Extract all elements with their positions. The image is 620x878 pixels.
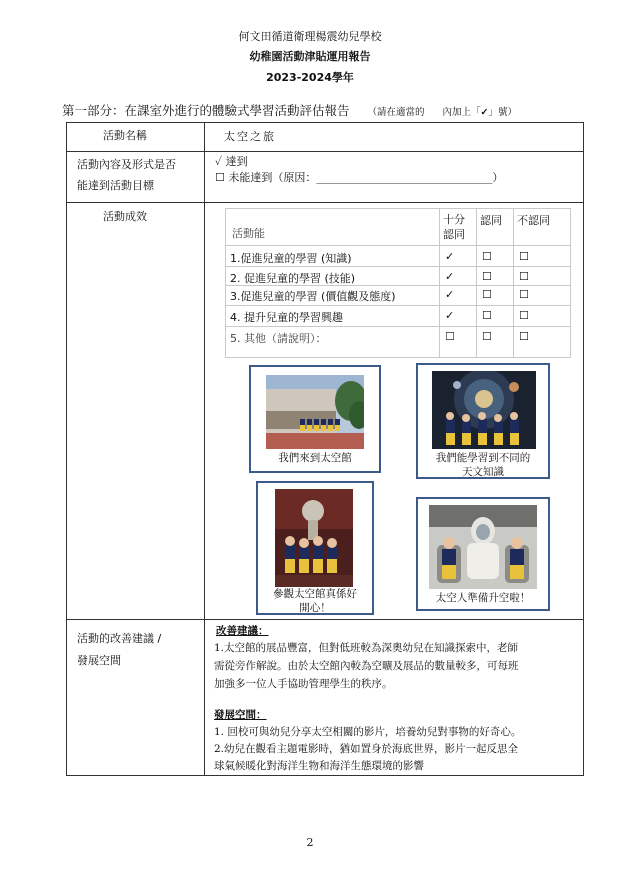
checkbox-icon: ☐ <box>482 330 492 343</box>
suggestion-line: 1.太空館的展品豐富，但對低班較為深奧幼兒在知識探索中，老師 <box>214 642 519 654</box>
check-mark-icon: ✓ <box>445 288 455 301</box>
goal-not-achieved-text: 未能達到（原因：________________________________） <box>228 171 504 184</box>
photo-caption <box>418 451 548 479</box>
suggestion-heading: 改善建議： <box>216 625 269 637</box>
page-number: 2 <box>306 836 314 849</box>
suggestion-line: 加強多一位人手協助管理學生的秩序。 <box>214 678 393 690</box>
checkbox-icon: ☐ <box>482 288 492 301</box>
photo-card <box>416 363 550 479</box>
row-divider <box>67 619 583 620</box>
instruction-check-mark: ✓ <box>480 107 489 118</box>
activity-name-value: 太空之旅 <box>224 130 276 143</box>
photo-caption <box>258 587 372 615</box>
eval-item-label: 2. 促進兒童的學習 (技能) <box>230 272 356 285</box>
section-heading <box>62 101 517 119</box>
activity-name-label: 活動名稱 <box>103 129 147 142</box>
row-divider <box>67 151 583 152</box>
development-line: 球氣候暖化對海洋生物和海洋生態環境的影響 <box>214 760 424 772</box>
checkbox-icon: ☐ <box>519 270 529 283</box>
eval-item-label: 4. 提升兒童的學習興趣 <box>230 311 343 324</box>
checkbox-icon: ☐ <box>482 270 492 283</box>
eval-header-col1-line2: 認同 <box>443 228 465 241</box>
instruction-prefix: （請在適當的 <box>367 107 425 118</box>
development-heading: 發展空間： <box>214 709 267 721</box>
photo-caption-line2: 開心！ <box>299 602 331 614</box>
eval-row-divider <box>226 305 570 306</box>
photo-caption: 太空人準備升空啦！ <box>435 592 531 604</box>
photo-space-museum-exterior <box>266 375 364 449</box>
eval-col-divider <box>513 209 514 357</box>
row-divider <box>67 202 583 203</box>
check-mark-icon: ✓ <box>445 309 455 322</box>
report-table <box>66 122 584 776</box>
photo-caption-line2: 天文知識 <box>462 466 504 478</box>
eval-row-divider <box>226 326 570 327</box>
eval-header-strongly-agree <box>443 212 465 242</box>
check-mark-icon: ✓ <box>215 155 223 168</box>
development-line: 2.幼兒在觀看主題電影時，猶如置身於海底世界，影片一起反思全 <box>214 743 519 755</box>
suggestion-line: 需從旁作解說。由於太空館內較為空曠及展品的數量較多，可每班 <box>214 660 519 672</box>
eval-header-col1-line1: 十分 <box>443 213 465 226</box>
column-divider <box>204 123 205 775</box>
improvement-label-line1: 活動的改善建議 / <box>77 632 162 645</box>
photo-children-in-museum <box>275 489 353 587</box>
evaluation-table <box>225 208 571 358</box>
goal-label-line1: 活動內容及形式是否 <box>77 158 176 171</box>
eval-header-agree: 認同 <box>480 214 502 227</box>
checkbox-icon: ☐ <box>519 330 529 343</box>
checkbox-icon: ☐ <box>519 288 529 301</box>
checkbox-icon: ☐ <box>519 309 529 322</box>
checkbox-icon: ☐ <box>445 330 455 343</box>
checkbox-icon: ☐ <box>215 171 225 184</box>
photo-card <box>416 497 550 611</box>
eval-col-divider <box>439 209 440 357</box>
goal-achieved-text: 達到 <box>225 155 248 168</box>
development-line: 1. 回校可與幼兒分享太空相關的影片，培養幼兒對事物的好奇心。 <box>214 726 522 738</box>
goal-label-line2: 能達到活動目標 <box>77 179 154 192</box>
photo-caption-line1: 我們能學習到不同的 <box>435 452 531 464</box>
school-year: 2023-2024學年 <box>266 71 354 84</box>
checkbox-icon: ☐ <box>519 250 529 263</box>
eval-col-divider <box>476 209 477 357</box>
eval-item-label: 5. 其他（請說明）： <box>230 332 327 345</box>
checkbox-icon: ☐ <box>482 309 492 322</box>
eval-row-divider <box>226 245 570 246</box>
school-name: 何文田循道衛理楊震幼兒學校 <box>238 30 382 43</box>
eval-header-item: 活動能 <box>232 227 265 240</box>
instruction-mid: 內加上「 <box>442 107 481 118</box>
section-title: 第一部分：在課室外進行的體驗式學習活動評估報告 <box>62 103 350 118</box>
section-instruction <box>368 107 518 118</box>
report-title: 幼稚園活動津貼運用報告 <box>249 50 371 63</box>
goal-option-not-achieved <box>215 169 503 186</box>
photo-astronomy-exhibit <box>432 371 536 449</box>
photo-caption-line1: 參觀太空館真係好 <box>273 588 357 600</box>
photo-caption: 我們來到太空館 <box>278 452 352 464</box>
eval-item-label: 1.促進兒童的學習 (知識) <box>230 252 352 265</box>
checkbox-icon: ☐ <box>482 250 492 263</box>
improvement-label-line2: 發展空間 <box>77 654 121 667</box>
photo-card <box>249 365 381 473</box>
check-mark-icon: ✓ <box>445 250 455 263</box>
goal-option-achieved <box>215 153 248 170</box>
eval-item-label: 3.促進兒童的學習 (價值觀及態度) <box>230 290 396 303</box>
eval-header-disagree: 不認同 <box>517 214 550 227</box>
instruction-suffix: 」號） <box>488 107 518 118</box>
photo-card <box>256 481 374 615</box>
check-mark-icon: ✓ <box>445 270 455 283</box>
photo-astronaut-exhibit <box>429 505 537 589</box>
eval-row-divider <box>226 266 570 267</box>
results-label: 活動成效 <box>103 210 147 223</box>
